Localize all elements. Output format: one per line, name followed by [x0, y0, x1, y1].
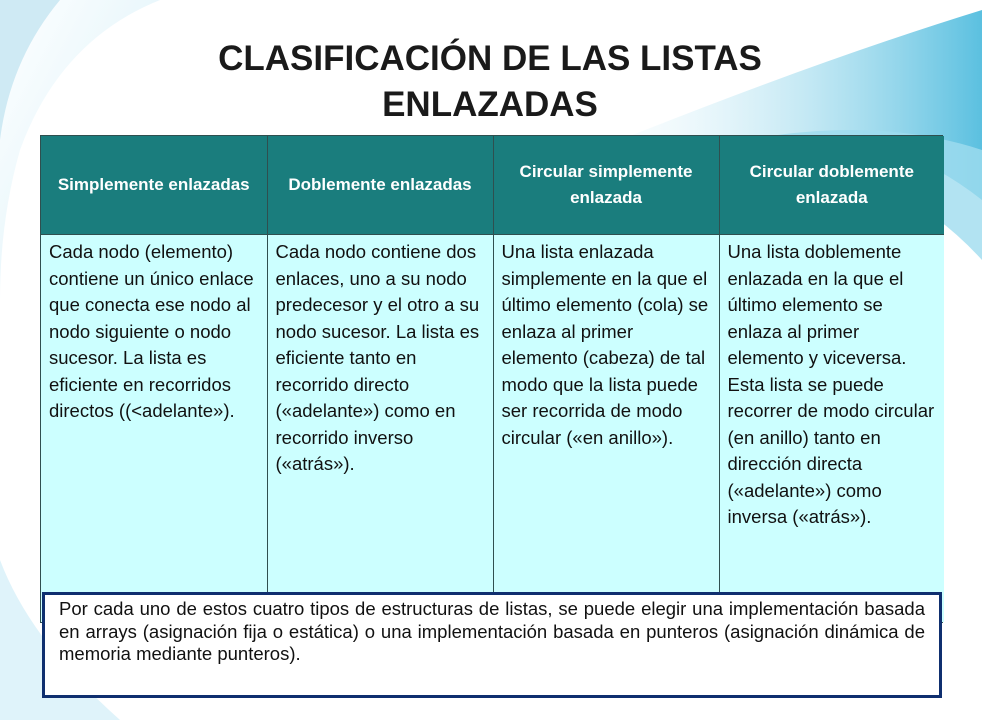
header-circular-simplemente: Circular simplemente enlazada	[493, 136, 719, 235]
slide-title: CLASIFICACIÓN DE LAS LISTAS ENLAZADAS	[218, 39, 762, 124]
header-circular-doblemente: Circular doblemente enlazada	[719, 136, 944, 235]
classification-table	[40, 135, 943, 623]
cell-circular-doblemente: Una lista doblemente enlazada en la que el último elemento se enlaza al primer elemento y viceversa. Esta lista se puede recorrer de modo circular (en anillo) tanto en dirección directa («adelante») como inversa («atrás»).	[719, 235, 944, 623]
implementation-note: Por cada uno de estos cuatro tipos de estructuras de listas, se puede elegir una implementación basada en arrays (asignación fija o estática) o una implementación basada en punteros (asignación dinámica de memoria mediante punteros).	[42, 592, 942, 698]
cell-simplemente-enlazadas: Cada nodo (elemento) contiene un único enlace que conecta ese nodo al nodo siguiente o nodo sucesor. La lista es eficiente en recorridos directos ((<adelante»).	[41, 235, 267, 623]
cell-circular-simplemente: Una lista enlazada simplemente en la que el último elemento (cola) se enlaza al primer elemento (cabeza) de tal modo que la lista puede ser recorrida de modo circular («en anillo»).	[493, 235, 719, 623]
cell-doblemente-enlazadas: Cada nodo contiene dos enlaces, uno a su nodo predecesor y el otro a su nodo sucesor. La lista es eficiente tanto en recorrido directo («adelante») como en recorrido inverso («atrás»).	[267, 235, 493, 623]
header-doblemente-enlazadas: Doblemente enlazadas	[267, 136, 493, 235]
table-header-row	[41, 136, 944, 235]
header-simplemente-enlazadas: Simplemente enlazadas	[41, 136, 267, 235]
table-row	[41, 235, 944, 623]
